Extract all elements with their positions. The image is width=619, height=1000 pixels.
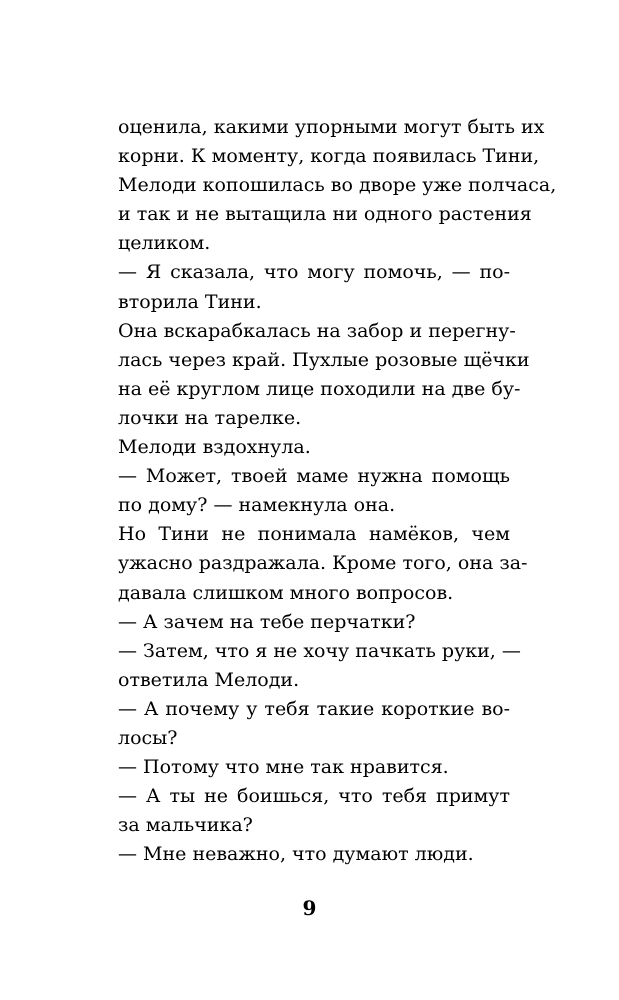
text-line: на её круглом лице походили на две бу- <box>118 377 521 400</box>
text-line: — А зачем на тебе перчатки? <box>118 610 416 633</box>
text-line: вторила Тини. <box>118 290 262 313</box>
text-line: Мелоди копошилась во дворе уже полчаса, <box>118 174 557 197</box>
text-line: и так и не вытащила ни одного растения <box>118 203 532 226</box>
page-number: 9 <box>302 896 317 920</box>
text-line: лочки на тарелке. <box>118 406 302 429</box>
text-line: — Потому что мне так нравится. <box>118 756 449 779</box>
text-line: — Может, твоей маме нужна помощь <box>118 465 510 488</box>
text-line: Но Тини не понимала намёков, чем <box>118 523 510 546</box>
text-line: давала слишком много вопросов. <box>118 581 454 604</box>
text-line: ответила Мелоди. <box>118 668 300 691</box>
text-line: целиком. <box>118 232 211 255</box>
text-line: — Я сказала, что могу помочь, — по- <box>118 261 510 284</box>
text-line: по дому? — намекнула она. <box>118 494 396 517</box>
text-line: — А почему у тебя такие короткие во- <box>118 697 510 720</box>
text-line: Мелоди вздохнула. <box>118 436 311 459</box>
text-line: ужасно раздражала. Кроме того, она за- <box>118 552 528 575</box>
text-line: за мальчика? <box>118 814 253 837</box>
body-text <box>118 113 557 869</box>
text-line: — Мне неважно, что думают люди. <box>118 843 474 866</box>
text-line: Она вскарабкалась на забор и перегну- <box>118 319 516 342</box>
text-line: корни. К моменту, когда появилась Тини, <box>118 145 540 168</box>
text-line: лась через край. Пухлые розовые щёчки <box>118 348 530 371</box>
text-line: оценила, какими упорными могут быть их <box>118 116 545 138</box>
text-line: — А ты не боишься, что тебя примут <box>118 785 510 808</box>
text-line: — Затем, что я не хочу пачкать руки, — <box>118 639 521 662</box>
text-line: лосы? <box>118 726 178 749</box>
